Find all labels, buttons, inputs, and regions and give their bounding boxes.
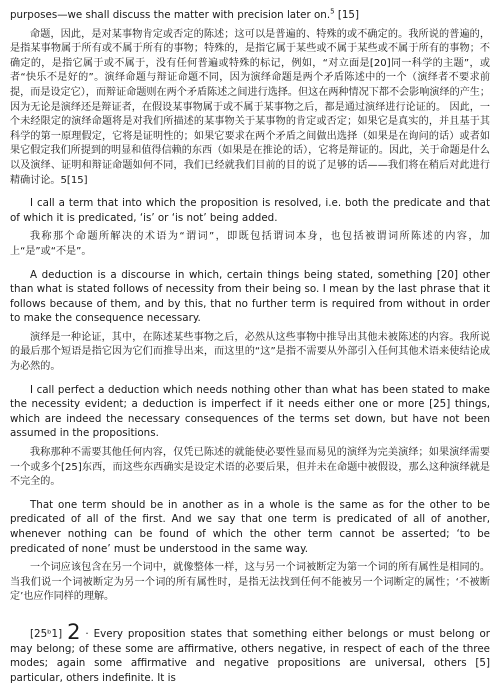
paragraph-chapter-2 bbox=[10, 619, 490, 685]
text-run: purposes—we shall discuss the matter with precision later on. bbox=[10, 9, 331, 21]
paragraph-term-definition: I call a term that into which the proposition is resolved, i.e. both the predicate and that of which it is predicated, ‘is’ or ‘is not’ being added. bbox=[10, 197, 490, 224]
paragraph-perfect-deduction: I call perfect a deduction which needs nothing other than what has been stated to make the necessity evident; a deduction is imperfect if it needs either one or more [25] things, which are indeed the necessary consequences of the terms set down, but have not been assumed in the propositions. bbox=[10, 383, 490, 440]
paragraph-predicated-of-all: That one term should be in another as in a whole is the same as for the other to be predicated of all of the first. And we say that one term is predicated of all of another, whenever nothing can be found of which the other term cannot be asserted; ‘to be predicated of none’ must be understood in the same way. bbox=[10, 498, 490, 555]
paragraph-continuation bbox=[10, 8, 490, 23]
paragraph-deduction-definition: A deduction is a discourse in which, certain things being stated, something [20] other than what is stated follows of necessity from their being so. I mean by the last phrase that it follows because of them, and by this, that no further term is required from without in order to make the consequence necessary. bbox=[10, 268, 490, 325]
chinese-paragraph-perfect-deduction: 我称那种不需要其他任何内容，仅凭已陈述的就能使必要性显而易见的演绎为完美演绎；如果演绎需要一个或多个[25]东西，而这些东西确实是设定术语的必要后果，但并未在命题中被假设，那么这种演绎就是不完全的。 bbox=[10, 447, 490, 488]
line-reference: [25ᵇ1] bbox=[30, 627, 68, 640]
line-reference: [15] bbox=[334, 9, 359, 21]
chinese-paragraph-predicated-of-all: 一个词应该包含在另一个词中，就像整体一样，这与另一个词被断定为第一个词的所有属性是相同的。当我们说一个词被断定为另一个词的所有属性时，是指无法找到任何不能被另一个词断定的属性；‘不被断定’也应作同样的理解。 bbox=[10, 562, 490, 603]
chinese-paragraph-term-definition: 我称那个命题所解决的术语为“谓词”，即既包括谓词本身，也包括被谓词所陈述的内容，加上“是”或“不是”。 bbox=[10, 231, 490, 257]
text-run: · Every proposition states that something either belongs or must belong or may belong; of these some are affirmative, others negative, in respect of each of the three modes; again some affirmative and negative propositions are universal, others [5] particular, others indefinite. It is bbox=[10, 627, 490, 684]
chinese-paragraph-propositions: 命题，因此，是对某事物肯定或否定的陈述；这可以是普遍的、特殊的或不确定的。我所说的普遍的，是指某事物属于所有或不属于所有的事物；特殊的，是指它属于某些或不属于某些或不属于所有的事物；不确定的，是指它属于或不属于，没有任何普遍或特殊的标记，例如，“对立面是[20]同一科学的主题”，或者“快乐不是好的”。演绎命题与辩证命题不同，因为演绎命题是两个矛盾陈述中的一个（演绎者不要求前提，而是设定它），而辩证命题则在两个矛盾陈述之间进行选择。但这在两种情况下都不会影响演绎的产生；因为无论是演绎还是辩证者，在假设某事物属于或不属于某事物之后，都是通过演绎进行论证的。 因此，一个未经限定的演绎命题将是对我们所描述的某事物关于某事物的肯定或否定；如果它是真实的，并且基于其科学的第一原理假定，它将是证明性的；如果它要求在两个矛盾之间做出选择（如果是在询问的话）或者如果它假定我们所提到的明显和值得信赖的东西（如果是在推论的话），它将是辩证的。因此，关于命题是什么以及演绎、证明和辩证命题如何不同，我们已经就我们目前的目的说了足够的话——我们将在稍后对此进行精确讨论。5[15] bbox=[10, 28, 490, 186]
chapter-number: 2 bbox=[67, 619, 81, 644]
footnote-marker[interactable]: 5 bbox=[330, 7, 335, 16]
chinese-paragraph-deduction-definition: 演绎是一种论证，其中，在陈述某些事物之后，必然从这些事物中推导出其他未被陈述的内容。我所说的最后那个短语是指它因为它们而推导出来，而这里的“这”是指不需要从外部引入任何其他术语来使结论成为必然的。 bbox=[10, 331, 490, 373]
